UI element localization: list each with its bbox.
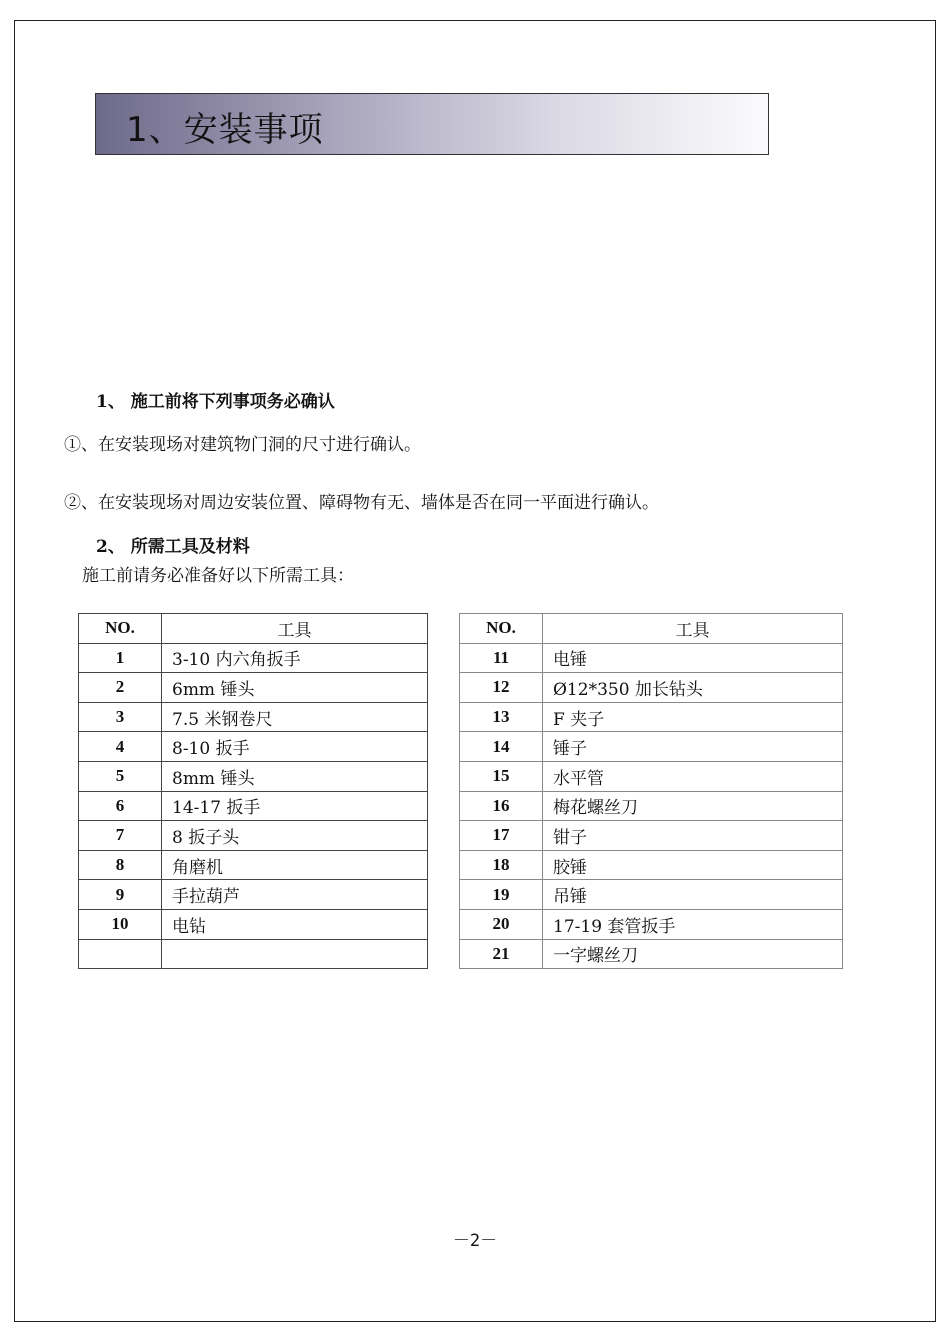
table-row [460, 939, 843, 969]
tool-name [162, 939, 428, 969]
tools-intro: 施工前请务必准备好以下所需工具： [82, 566, 354, 586]
tool-name: 胶锤 [543, 850, 843, 880]
tool-name: 8mm 锤头 [162, 761, 428, 791]
table-row [460, 732, 843, 762]
check-item-2: ②、在安装现场对周边安装位置、障碍物有无、墙体是否在同一平面进行确认。 [64, 493, 659, 513]
table-row [79, 702, 428, 732]
table-header-row [79, 614, 428, 644]
tool-name: 吊锤 [543, 880, 843, 910]
row-number: 7 [79, 821, 162, 851]
row-number: 5 [79, 761, 162, 791]
tool-name: 水平管 [543, 761, 843, 791]
tool-name: 8-10 扳手 [162, 732, 428, 762]
row-number: 13 [460, 702, 543, 732]
row-number: 15 [460, 761, 543, 791]
tool-name: 8 扳子头 [162, 821, 428, 851]
check-item-1: ①、在安装现场对建筑物门洞的尺寸进行确认。 [64, 435, 421, 455]
table-row [460, 791, 843, 821]
page-number: －2－ [452, 1231, 498, 1251]
tool-name: F 夹子 [543, 702, 843, 732]
table-row [460, 643, 843, 673]
row-number: 2 [79, 673, 162, 703]
table-row [79, 673, 428, 703]
tool-name: 一字螺丝刀 [543, 939, 843, 969]
row-number: 9 [79, 880, 162, 910]
tools-table-right [459, 613, 843, 969]
row-number: 8 [79, 850, 162, 880]
table-row [79, 850, 428, 880]
tools-table-left [78, 613, 428, 969]
tool-name: 3-10 内六角扳手 [162, 643, 428, 673]
row-number: 14 [460, 732, 543, 762]
table-row [79, 761, 428, 791]
tool-name: 6mm 锤头 [162, 673, 428, 703]
row-number: 12 [460, 673, 543, 703]
row-number: 17 [460, 821, 543, 851]
column-header-tool: 工具 [543, 614, 843, 644]
section-title: 1、安装事项 [126, 110, 324, 150]
table-row [79, 643, 428, 673]
tool-name: 锤子 [543, 732, 843, 762]
row-number: 18 [460, 850, 543, 880]
section-banner [95, 93, 769, 155]
row-number: 20 [460, 909, 543, 939]
tool-name: 7.5 米钢卷尺 [162, 702, 428, 732]
table-header-row [460, 614, 843, 644]
table-row [460, 673, 843, 703]
table-row [79, 732, 428, 762]
check-heading: 1、 施工前将下列事项务必确认 [96, 392, 335, 412]
table-row [460, 761, 843, 791]
tool-name: Ø12*350 加长钻头 [543, 673, 843, 703]
table-row [79, 909, 428, 939]
tools-heading: 2、 所需工具及材料 [96, 537, 250, 557]
table-row [460, 880, 843, 910]
tool-name: 手拉葫芦 [162, 880, 428, 910]
tool-name: 14-17 扳手 [162, 791, 428, 821]
row-number: 21 [460, 939, 543, 969]
table-row [460, 821, 843, 851]
table-row [79, 821, 428, 851]
table-row [460, 850, 843, 880]
tool-name: 角磨机 [162, 850, 428, 880]
table-row [460, 909, 843, 939]
row-number: 1 [79, 643, 162, 673]
tool-name: 电钻 [162, 909, 428, 939]
row-number: 11 [460, 643, 543, 673]
row-number: 10 [79, 909, 162, 939]
row-number: 16 [460, 791, 543, 821]
table-row [79, 880, 428, 910]
table-row [79, 791, 428, 821]
row-number: 4 [79, 732, 162, 762]
tool-name: 梅花螺丝刀 [543, 791, 843, 821]
column-header-tool: 工具 [162, 614, 428, 644]
row-number [79, 939, 162, 969]
column-header-no: NO. [460, 614, 543, 644]
tool-name: 电锤 [543, 643, 843, 673]
table-row [460, 702, 843, 732]
tool-name: 钳子 [543, 821, 843, 851]
row-number: 6 [79, 791, 162, 821]
column-header-no: NO. [79, 614, 162, 644]
tool-name: 17-19 套管扳手 [543, 909, 843, 939]
row-number: 19 [460, 880, 543, 910]
table-row [79, 939, 428, 969]
row-number: 3 [79, 702, 162, 732]
